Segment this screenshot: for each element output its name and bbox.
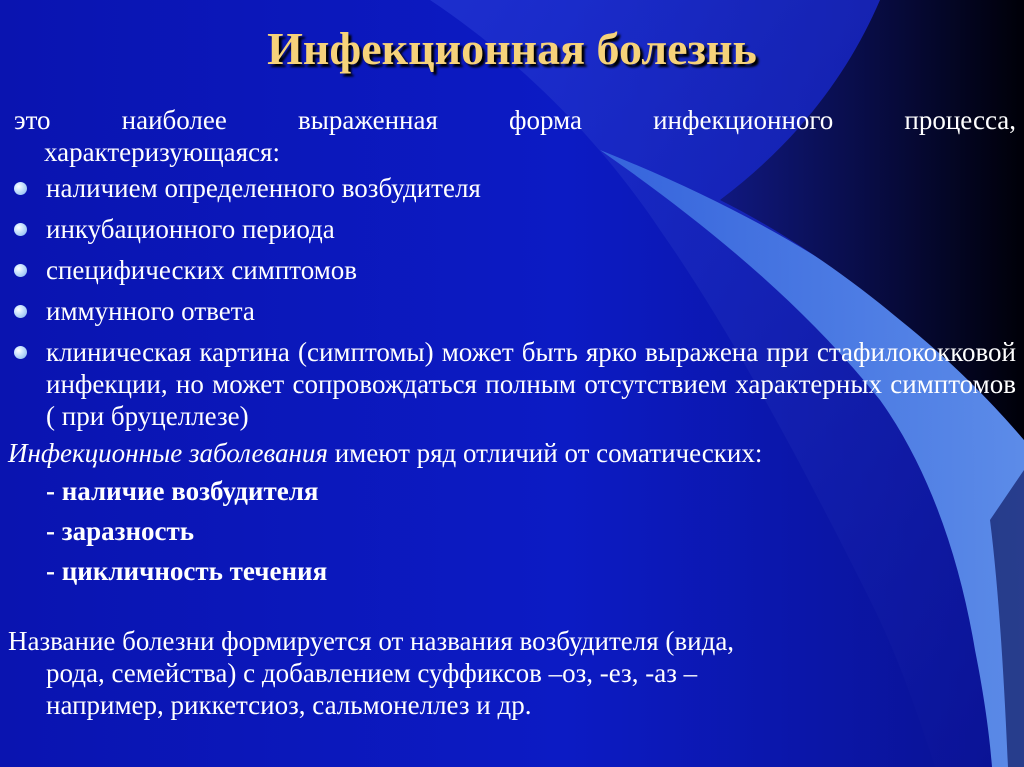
- characteristics-list: [8, 172, 1016, 432]
- list-item: наличием определенного возбудителя: [8, 172, 1016, 204]
- naming-line-2: рода, семейства) с добавлением суффиксов –оз, -ез, -аз –: [46, 658, 698, 688]
- differences-list: [8, 475, 1016, 587]
- bullet-icon: [14, 223, 27, 236]
- bullet-icon: [14, 346, 27, 359]
- bullet-icon: [14, 182, 27, 195]
- intro-line-1: это наиболее выраженная форма инфекционного процесса,: [14, 105, 1016, 135]
- naming-line-3: например, риккетсиоз, сальмонеллез и др.: [46, 690, 532, 720]
- list-item: - наличие возбудителя: [46, 476, 319, 506]
- naming-paragraph: [8, 625, 1016, 721]
- slide-body: [8, 104, 1016, 721]
- list-item: - цикличность течения: [46, 556, 328, 586]
- list-item: иммунного ответа: [8, 295, 1016, 327]
- intro-line-2: характеризующаяся:: [44, 137, 280, 167]
- differences-rest: имеют ряд отличий от соматических:: [327, 438, 763, 468]
- list-item: инкубационного периода: [8, 213, 1016, 245]
- slide-title: Инфекционная болезнь: [267, 23, 757, 74]
- list-item: - заразность: [46, 516, 195, 546]
- list-item: специфических симптомов: [8, 254, 1016, 286]
- list-item: клиническая картина (симптомы) может быть ярко выражена при стафилококковой инфекции, но может сопровождаться полным отсутствием характерных симптомов ( при бруцеллезе): [8, 336, 1016, 432]
- differences-italic: Инфекционные заболевания: [8, 438, 328, 468]
- bullet-icon: [14, 264, 27, 277]
- bullet-icon: [14, 305, 27, 318]
- naming-line-1: Название болезни формируется от названия возбудителя (вида,: [8, 626, 735, 656]
- intro-paragraph: [8, 104, 1016, 168]
- differences-heading: [8, 437, 1016, 469]
